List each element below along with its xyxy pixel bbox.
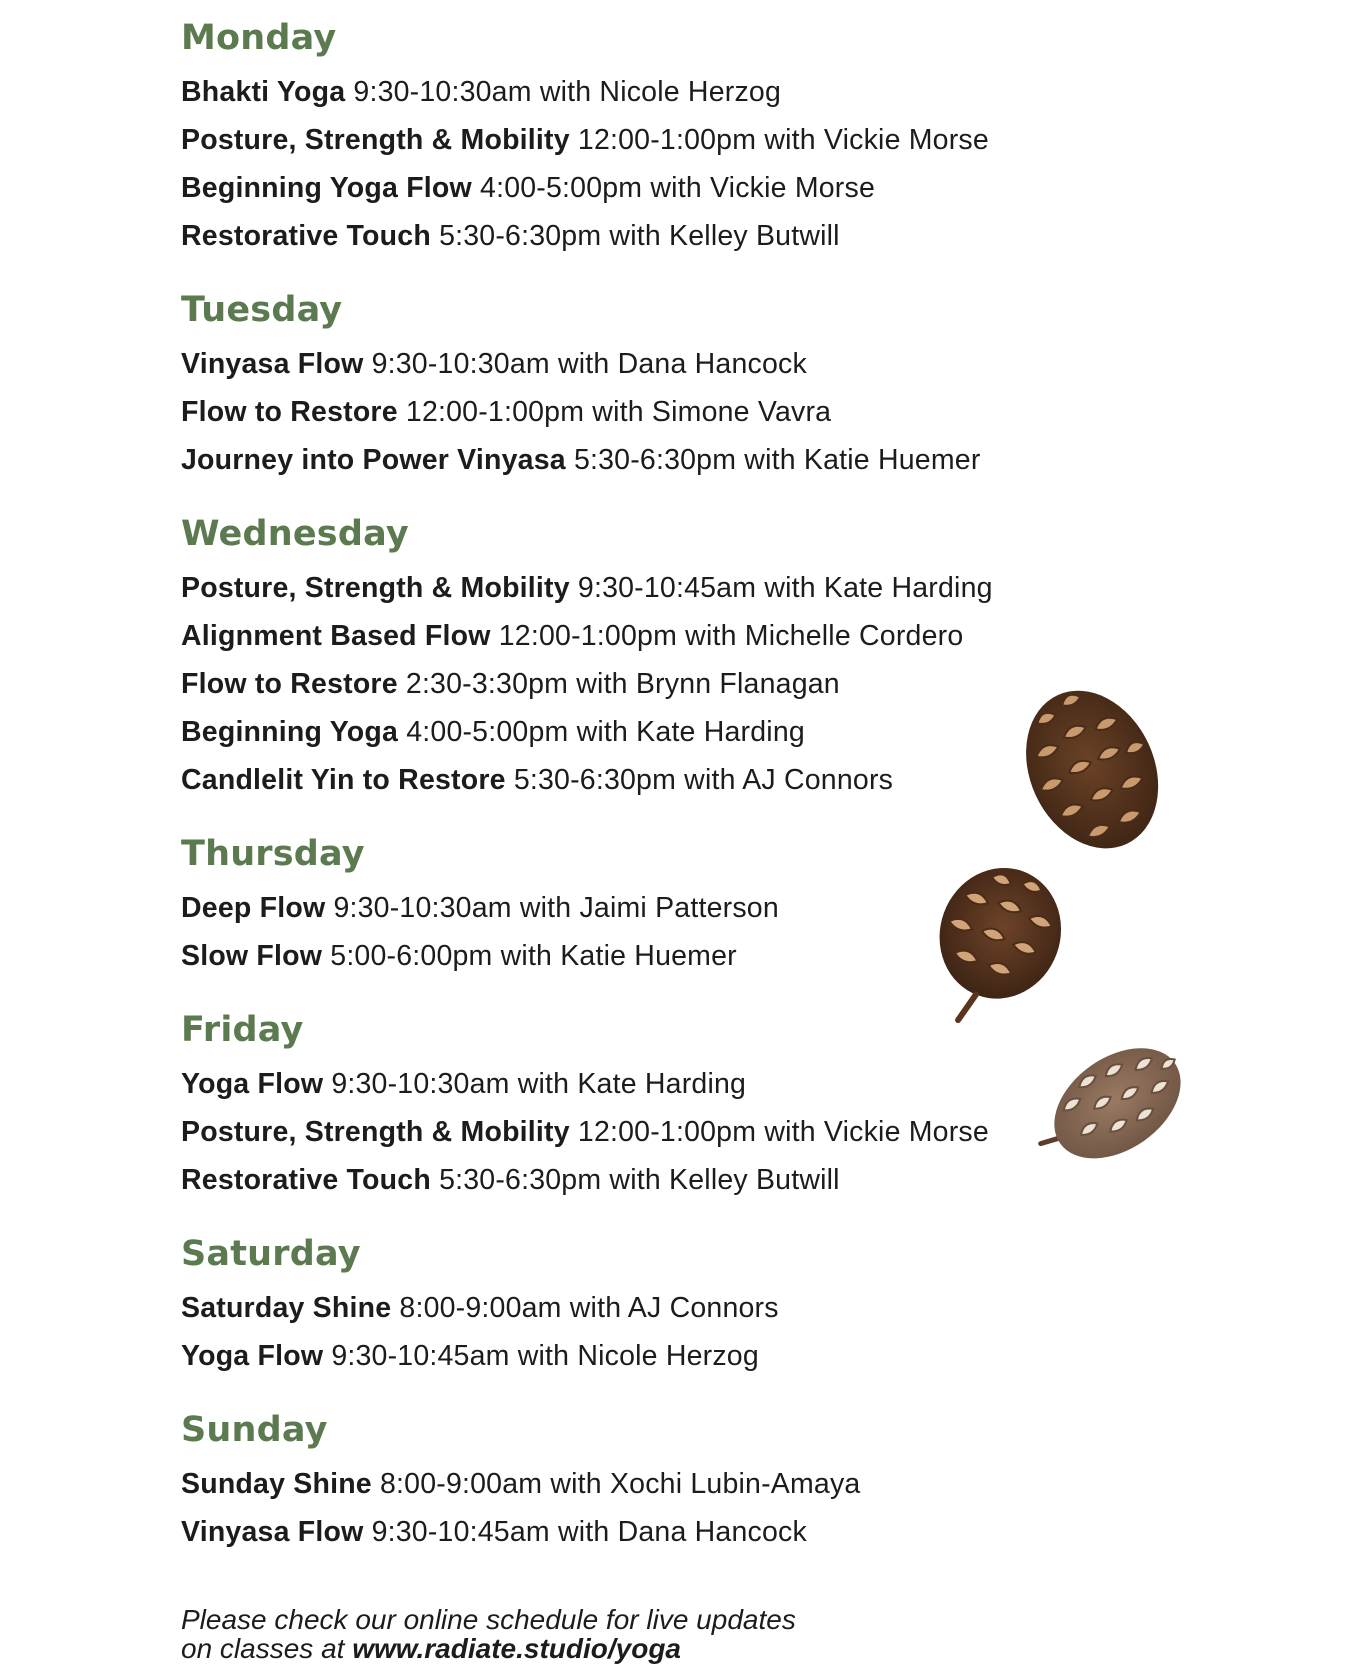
class-name: Vinyasa Flow <box>181 1516 364 1548</box>
class-time: 5:30-6:30pm <box>439 1164 602 1196</box>
footer-line-2-prefix: on classes at <box>181 1633 353 1664</box>
day-monday <box>181 14 1181 260</box>
class-time: 5:00-6:00pm <box>330 940 493 972</box>
class-instructor: with Vickie Morse <box>764 1116 989 1148</box>
footer-line-1: Please check our online schedule for live updates <box>181 1604 796 1635</box>
class-entry <box>181 436 1181 484</box>
class-time: 9:30-10:45am <box>577 572 757 604</box>
class-entry <box>181 116 1181 164</box>
class-name: Yoga Flow <box>181 1068 324 1100</box>
class-name: Flow to Restore <box>181 396 398 428</box>
class-name: Yoga Flow <box>181 1340 324 1372</box>
class-time: 2:30-3:30pm <box>405 668 569 700</box>
footer-line-2 <box>181 1634 796 1663</box>
day-saturday <box>181 1230 1181 1380</box>
day-tuesday <box>181 286 1181 484</box>
class-instructor: with AJ Connors <box>684 764 894 796</box>
class-time: 5:30-6:30pm <box>513 764 677 796</box>
class-instructor: with Vickie Morse <box>650 172 875 204</box>
class-instructor: with Kate Harding <box>517 1068 747 1100</box>
class-time: 12:00-1:00pm <box>577 124 757 156</box>
day-heading: Tuesday <box>181 290 343 330</box>
class-name: Deep Flow <box>181 892 326 924</box>
class-name: Posture, Strength & Mobility <box>181 124 570 156</box>
class-time: 5:30-6:30pm <box>573 444 737 476</box>
class-instructor: with Jaimi Patterson <box>519 892 779 924</box>
class-time: 4:00-5:00pm <box>480 172 643 204</box>
class-time: 8:00-9:00am <box>399 1292 562 1324</box>
footer-note <box>181 1605 796 1663</box>
class-time: 5:30-6:30pm <box>439 220 602 252</box>
pinecone-icon <box>1000 665 1180 865</box>
class-instructor: with Katie Huemer <box>744 444 981 476</box>
class-time: 9:30-10:45am <box>331 1340 510 1372</box>
class-time: 8:00-9:00am <box>379 1468 543 1500</box>
class-time: 12:00-1:00pm <box>498 620 678 652</box>
class-instructor: with Nicole Herzog <box>517 1340 759 1372</box>
class-instructor: with Katie Huemer <box>500 940 737 972</box>
class-time: 12:00-1:00pm <box>405 396 585 428</box>
class-name: Sunday Shine <box>181 1468 372 1500</box>
class-name: Restorative Touch <box>181 220 431 252</box>
class-name: Saturday Shine <box>181 1292 392 1324</box>
class-entry <box>181 1284 1181 1332</box>
class-name: Restorative Touch <box>181 1164 431 1196</box>
day-heading: Wednesday <box>181 514 409 554</box>
day-sunday <box>181 1406 1181 1556</box>
class-name: Journey into Power Vinyasa <box>181 444 566 476</box>
class-instructor: with Kelley Butwill <box>609 220 840 252</box>
day-heading: Friday <box>181 1010 304 1050</box>
website-link[interactable]: www.radiate.studio/yoga <box>352 1633 681 1664</box>
class-instructor: with Kate Harding <box>576 716 805 748</box>
class-instructor: with Kate Harding <box>764 572 993 604</box>
class-instructor: with Brynn Flanagan <box>576 668 840 700</box>
class-name: Slow Flow <box>181 940 323 972</box>
class-entry <box>181 164 1181 212</box>
class-name: Posture, Strength & Mobility <box>181 1116 570 1148</box>
class-time: 9:30-10:30am <box>353 76 532 108</box>
class-name: Beginning Yoga <box>181 716 399 748</box>
class-name: Bhakti Yoga <box>181 76 346 108</box>
class-entry <box>181 1508 1181 1556</box>
class-time: 9:30-10:30am <box>331 1068 510 1100</box>
class-entry <box>181 1332 1181 1380</box>
class-time: 9:30-10:45am <box>371 1516 550 1548</box>
class-instructor: with Kelley Butwill <box>609 1164 840 1196</box>
class-name: Vinyasa Flow <box>181 348 364 380</box>
day-heading: Monday <box>181 18 337 58</box>
class-entry <box>181 612 1181 660</box>
class-name: Posture, Strength & Mobility <box>181 572 570 604</box>
class-entry <box>181 212 1181 260</box>
class-entry <box>181 388 1181 436</box>
pinecone-icon <box>915 862 1075 1042</box>
class-instructor: with Vickie Morse <box>764 124 989 156</box>
class-entry <box>181 564 1181 612</box>
class-instructor: with Dana Hancock <box>557 348 807 380</box>
class-instructor: with Xochi Lubin-Amaya <box>550 1468 861 1500</box>
class-instructor: with Michelle Cordero <box>685 620 964 652</box>
class-time: 12:00-1:00pm <box>577 1116 757 1148</box>
pinecone-icon <box>1030 1030 1200 1180</box>
class-instructor: with Simone Vavra <box>592 396 832 428</box>
class-entry <box>181 68 1181 116</box>
class-instructor: with Dana Hancock <box>557 1516 807 1548</box>
class-name: Alignment Based Flow <box>181 620 491 652</box>
day-heading: Thursday <box>181 834 365 874</box>
class-time: 9:30-10:30am <box>371 348 550 380</box>
class-name: Beginning Yoga Flow <box>181 172 472 204</box>
class-entry <box>181 1460 1181 1508</box>
day-heading: Sunday <box>181 1410 328 1450</box>
class-time: 9:30-10:30am <box>333 892 512 924</box>
class-time: 4:00-5:00pm <box>406 716 569 748</box>
class-name: Flow to Restore <box>181 668 398 700</box>
class-entry <box>181 340 1181 388</box>
day-heading: Saturday <box>181 1234 361 1274</box>
class-instructor: with AJ Connors <box>569 1292 779 1324</box>
class-instructor: with Nicole Herzog <box>539 76 782 108</box>
class-name: Candlelit Yin to Restore <box>181 764 506 796</box>
